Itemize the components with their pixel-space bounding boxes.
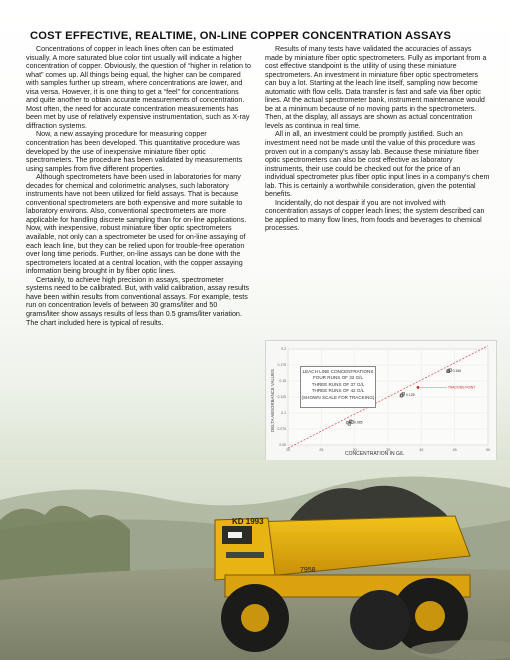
legend-line: FOUR RUNS OF 32 G/L bbox=[312, 375, 364, 381]
chart-y-label: DELTA ABSORBANCE VALUES bbox=[269, 369, 275, 432]
paragraph: All in all, an investment could be promptly justified. Such an investment need not be made until the value of this procedure was proven out in a company's assay lab. Because these miniature fiber optic spectrometers can also be cost effective as laboratory instruments, their use could be checked out for the price of an individual spectrometer plus fiber optic input lines in a company's chem lab. This is certainly a worthwhile consideration, given the potential benefits. bbox=[265, 130, 490, 199]
tracking-label: TRACKING POINT bbox=[448, 385, 476, 390]
x-tick-label: 30 bbox=[352, 448, 357, 452]
chart-x-label: CONCENTRATION IN G/L bbox=[345, 451, 405, 457]
legend-line: LEACH LINE CONCENTRATIONS bbox=[302, 369, 374, 374]
y-tick-label: 0.075 bbox=[277, 427, 286, 431]
left-column bbox=[26, 45, 251, 327]
truck-plate-text: KD 1993 bbox=[232, 517, 264, 526]
legend-line: THREE RUNS OF 37 G/L bbox=[311, 381, 365, 387]
y-tick-label: 0.125 bbox=[277, 395, 286, 399]
x-tick-label: 20 bbox=[286, 448, 290, 452]
legend-line: (SHOWN SCALE FOR TRACKING) bbox=[301, 394, 375, 400]
y-tick-label: 0.175 bbox=[277, 363, 286, 367]
y-tick-label: 0.1 bbox=[281, 411, 286, 415]
y-tick-label: 0.2 bbox=[281, 347, 286, 351]
paragraph: Concentrations of copper in leach lines often can be estimated visually. A more saturated blue color tint usually will indicate a higher concentration of copper. Obviously, the question of “higher in relation to what” comes up. All things being equal, the higher can be compared with samples further up stream, where concentrations are lower, and visa versa. However, it is one thing to get a “feel” for concentrations and quite another to obtain accurate measurements of concentration. Most often, the need for accurate concentration measurements has been met by use of relatively expensive instrumentation, such as X-ray diffraction systems. bbox=[26, 45, 251, 130]
mining-truck-photo bbox=[0, 460, 510, 660]
x-tick-label: 45 bbox=[452, 448, 457, 452]
y-tick-label: 0.05 bbox=[279, 443, 286, 447]
page-title: COST EFFECTIVE, REALTIME, ON-LINE COPPER CONCENTRATION ASSAYS bbox=[30, 30, 452, 42]
x-tick-label: 40 bbox=[419, 448, 424, 452]
paragraph: Although spectrometers have been used in laboratories for many decades for chemical and colorimetric analyses, such laboratory instruments have not been utilized for field assays. That is because conventional spectrometers are both expensive and more suitable to laboratory environs. Also, conventional spectrometers are more applicable for handling discrete sampling than for on-line applications. Now, with inexpensive, robust miniature fiber optic spectrometers available, not only can a spectrometer be used for on-line assaying of each leach line, but they can be relied upon for trouble-free operation over long time periods. Further, on-line assays can be done with the spectrometers located at a central location, with the copper assaying information being brought in by fiber optic lines. bbox=[26, 173, 247, 276]
chart-legend bbox=[300, 366, 376, 408]
paragraph: Now, a new assaying procedure for measuring copper concentration has been developed. This quantitative procedure was developed by the use of inexpensive miniature fiber optic spectrometers. The procedure has been validated by measurements using samples from five different properties. bbox=[26, 130, 243, 173]
x-tick-label: 25 bbox=[319, 448, 324, 452]
right-column bbox=[265, 45, 490, 233]
x-tick-label: 50 bbox=[486, 448, 490, 452]
truck-number-text: 7958 bbox=[300, 567, 316, 574]
data-label: 0.128 bbox=[406, 393, 415, 398]
data-label: 0.166 bbox=[452, 368, 462, 373]
paragraph: Results of many tests have validated the accuracies of assays made by miniature fiber optic spectrometers. Fully as important from a cost effective standpoint is the utility of using these miniature spectrometers. An investment in miniature fiber optic spectrometers can buy a lot. Starting at the leach line itself, sampling now become automatic with flow cells. Data transfer is fast and safe via fiber optic lines. At the actual spectrometer bank, instrument maintenance would be at a minimum because of no moving parts in the spectrometers. Then, at the display, all assays are shown as actual concentration levels as continua in real time. bbox=[265, 45, 487, 130]
paragraph: Certainly, to achieve high precision in assays, spectrometer systems need to be calibrated. But, with valid calibration, assay results have been within results from conventional assays. For example, tests run on concentration levels of between 30 grams/liter and 50 grams/liter show assays results of less than 0.5 grams/liter variation. The chart included here is typical of results. bbox=[26, 275, 250, 327]
data-label: 0.085 bbox=[354, 420, 363, 425]
tracking-marker bbox=[417, 386, 420, 389]
legend-line: THREE RUNS OF 42 G/L bbox=[311, 388, 365, 394]
x-tick-label: 35 bbox=[386, 448, 390, 452]
paragraph: Incidentally, do not despair if you are not involved with concentration assays of copper leach lines; the system described can be applied to many flow lines, from foods and beverages to chemical processes. bbox=[265, 198, 485, 233]
scene-illustration bbox=[0, 460, 510, 660]
y-tick-label: 0.15 bbox=[279, 379, 286, 383]
